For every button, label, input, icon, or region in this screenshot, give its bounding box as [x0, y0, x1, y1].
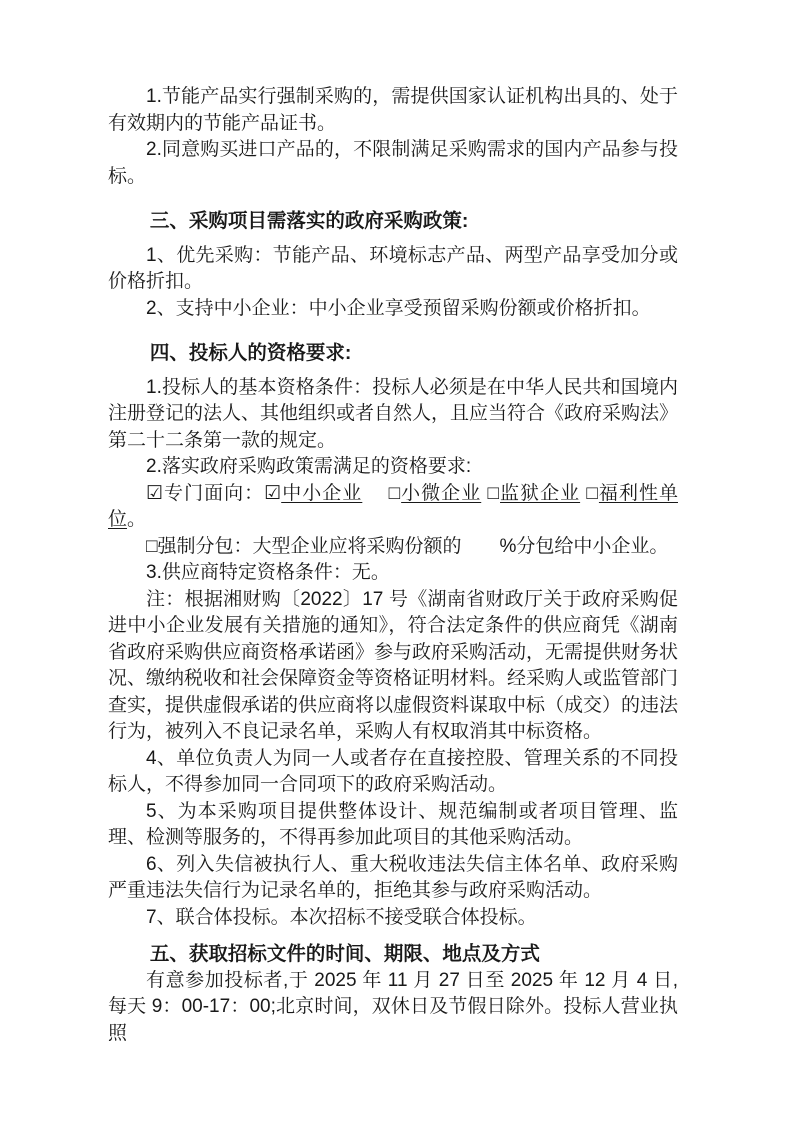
para-design-services-restriction: 5、为本采购项目提供整体设计、规范编制或者项目管理、监理、检测等服务的，不得再参加此项目的其他采购活动。: [108, 800, 678, 848]
document-page: [108, 84, 678, 1047]
para-basic-qualification: 1.投标人的基本资格条件：投标人必须是在中华人民共和国境内注册登记的法人、其他组织或者自然人，且应当符合《政府采购法》第二十二条第一款的规定。: [108, 376, 679, 451]
checkbox-gap: [362, 483, 388, 504]
para-consortium-bidding: 7、联合体投标。本次招标不接受联合体投标。: [146, 906, 537, 928]
para-obtain-time: 有意参加投标者,于 2025 年 11 月 27 日至 2025 年 12 月 4 日, 每天 9：00-17：00;北京时间，双休日及节假日除外。投标人营业执照: [108, 969, 678, 1044]
unchecked-checkbox-icon: □: [487, 482, 501, 504]
para-specific-qualification: 3.供应商特定资格条件：无。: [146, 562, 390, 583]
unchecked-checkbox-icon: □: [586, 482, 599, 504]
heading-section-4-bidder-qualifications: 四、投标人的资格要求:: [149, 342, 352, 364]
checkbox-line-period: 。: [127, 509, 147, 530]
checkbox-label-prison-enterprise: 监狱企业: [500, 482, 581, 504]
para-forced-subcontract: □强制分包：大型企业应将采购份额的 %分包给中小企业。: [146, 535, 669, 557]
para-priority-procurement: 1、优先采购：节能产品、环境标志产品、两型产品享受加分或价格折扣。: [108, 244, 678, 292]
para-support-sme: 2、支持中小企业：中小企业享受预留采购份额或价格折扣。: [146, 297, 651, 319]
checked-checkbox-icon: ☑: [264, 482, 282, 504]
para-policy-qualification: 2.落实政府采购政策需满足的资格要求:: [146, 456, 472, 477]
para-dedicated-checkbox-line: [108, 481, 678, 534]
para-imported-products: 2.同意购买进口产品的，不限制满足采购需求的国内产品参与投标。: [108, 139, 678, 187]
checkbox-label-sme: 中小企业: [281, 482, 363, 504]
checkbox-label-micro-enterprise: 小微企业: [401, 482, 482, 504]
para-energy-products: 1.节能产品实行强制采购的，需提供国家认证机构出具的、处于有效期内的节能产品证书。: [108, 86, 678, 134]
unchecked-checkbox-icon: □: [388, 482, 402, 504]
checkbox-label-welfare-unit: 福利性单位: [108, 482, 678, 530]
heading-section-5-obtain-documents: 五、获取招标文件的时间、期限、地点及方式: [149, 943, 540, 965]
checked-checkbox-dedicated-prefix: ☑专门面向：: [146, 482, 265, 504]
para-same-person-restriction: 4、单位负责人为同一人或者存在直接控股、管理关系的不同投标人，不得参加同一合同项下的政府采购活动。: [108, 747, 678, 795]
para-dishonest-list-restriction: 6、列入失信被执行人、重大税收违法失信主体名单、政府采购严重违法失信行为记录名单的，拒绝其参与政府采购活动。: [108, 853, 678, 901]
para-note-hunan-policy: 注：根据湘财购〔2022〕17 号《湖南省财政厅关于政府采购促进中小企业发展有关措施的通知》，符合法定条件的供应商凭《湖南省政府采购供应商资格承诺函》参与政府采购活动，无需提供财务状况、缴纳税收和社会保障资金等资格证明材料。经采购人或监管部门查实，提供虚假承诺的供应商将以虚假资料谋取中标（成交）的违法行为，被列入不良记录名单，采购人有权取消其中标资格。: [108, 588, 679, 742]
heading-section-3-government-policies: 三、采购项目需落实的政府采购政策:: [149, 210, 469, 232]
